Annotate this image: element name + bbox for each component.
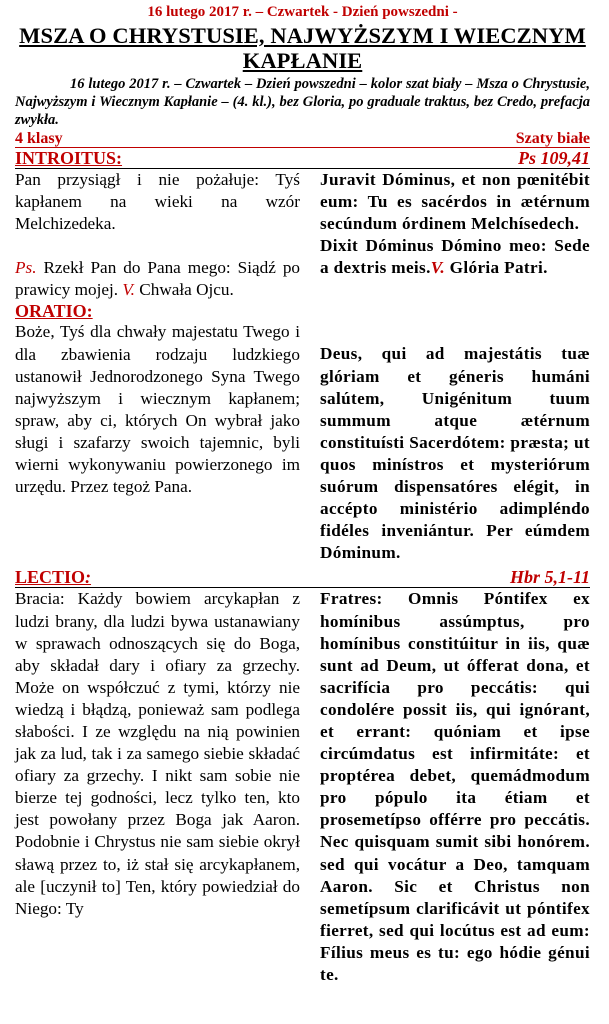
lectio-label-colon: :: [85, 567, 92, 588]
oratio-latin-text: Deus, qui ad majestátis tuæ glóriam et géneris humáni salútem, Unigénitum tuum summum atque ætérnum constituísti Sacerdótem: præsta; ut quos minístros et mysteriórum suórum dispensatóres elégit, in accépto ministério adimpléndo fidéles inveniántur. Per eúmdem Dóminum.: [320, 344, 590, 563]
class-vestments-row: [15, 130, 590, 148]
oratio-label: ORATIO:: [15, 301, 93, 322]
introitus-latin-antiphon: Juravit Dóminus, et non pœnitébit eum: Tu es sacérdos in ætérnum secúndum órdinem Melchísedech.: [320, 170, 590, 234]
lectio-label-text: LECTIO: [15, 567, 86, 588]
page-title: MSZA O CHRYSTUSIE, NAJWYŻSZYM I WIECZNYM KAPŁANIE: [19, 23, 586, 73]
date-header: 16 lutego 2017 r. – Czwartek - Dzień powszedni -: [147, 4, 458, 20]
introitus-polish: [15, 169, 300, 301]
oratio-polish: [15, 321, 300, 564]
introitus-latin-psalm-text: Dixit Dóminus Dómino meo: Sede a dextris meis.: [320, 236, 590, 278]
introitus-label: INTROITUS:: [15, 148, 123, 168]
introitus-latin: [320, 169, 590, 301]
psalm-marker: Ps.: [15, 258, 37, 278]
introitus-polish-antiphon: Pan przysiągł i nie pożałuje: Tyś kapłanem na wieki na wzór Melchizedeka.: [15, 170, 300, 234]
introitus-polish-psalm-text: Rzekł Pan do Pana mego: Siądź po prawicy mojej.: [15, 258, 301, 300]
liturgical-info: 16 lutego 2017 r. – Czwartek – Dzień powszedni – kolor szat biały – Msza o Chrystusie, Najwyższym i Wiecznym Kapłanie – (4. kl.), bez Gloria, po graduale traktus, bez Credo, prefacja zwykła.: [15, 76, 590, 128]
oratio-columns: [15, 321, 590, 564]
versicle-marker: V.: [122, 280, 135, 300]
lectio-columns: [15, 588, 590, 986]
introitus-columns: [15, 169, 590, 301]
lectio-polish-text: Bracia: Każdy bowiem arcykapłan z ludzi brany, dla ludzi bywa ustanawiany w sprawach odnoszących się do Boga, aby składał dary i ofiary za grzechy. Może on współczuć z tymi, którzy nie wiedzą i błądzą, ponieważ sam podlega słabości. I ze względu na nią powinien jak za lud, tak i za samego siebie składać ofiary za grzechy. I nikt sam sobie nie bierze tej godności, lecz tylko ten, kto jest powołany przez Boga jak Aaron. Podobnie i Chrystus nie sam siebie okrył sławą przez to, iż stał się arcykapłanem, ale [uczynił to] Ten, który powiedział do Niego: Ty: [15, 589, 300, 918]
vestments-label: Szaty białe: [515, 130, 590, 147]
lectio-reference: Hbr 5,1-11: [509, 567, 590, 588]
lectio-latin: [320, 588, 590, 986]
introitus-polish-gloria: Chwała Ojcu.: [139, 280, 234, 300]
missal-page: [15, 4, 590, 986]
introitus-polish-psalm: [15, 257, 300, 301]
lectio-label: [15, 568, 91, 587]
oratio-polish-text: Boże, Tyś dla chwały majestatu Twego i dla zbawienia rodzaju ludzkiego ustanowił Jednorodzonego Syna Twego najwyższym i wiecznym kapłanem; spraw, aby ci, których On wybrał jako sługi i szafarzy swoich tajemnic, byli wierni wykonywaniu powierzonego im urzędu. Przez tegoż Pana.: [15, 322, 300, 497]
lectio-polish: [15, 588, 300, 986]
oratio-latin: [320, 321, 590, 564]
introitus-heading: [15, 149, 590, 169]
introitus-reference: Ps 109,41: [518, 148, 590, 168]
introitus-latin-gloria: Glória Patri.: [449, 258, 548, 278]
class-label: 4 klasy: [15, 130, 63, 147]
oratio-heading: [15, 302, 590, 321]
versicle-marker: V.: [430, 258, 445, 278]
lectio-heading: [15, 568, 590, 588]
lectio-latin-text: Fratres: Omnis Póntifex ex homínibus assúmptus, pro homínibus constitúitur in iis, quæ sunt ad Deum, ut ófferat dona, et sacrifícia pro peccátis: qui condolére possit iis, qui ignórant, et errant: quóniam et ipse circúmdatus est infirmitáte: et proptérea debet, quemádmodum pro pópulo ita étiam et prosemetípso offérre pro peccátis. Nec quisquam sumit sibi honórem. sed qui vocátur a Deo, tamquam Aaron. Sic et Christus non semetípsum clarificávit ut póntifex fierret, sed qui locútus est ad eum: Fílius meus es tu: ego hódie génui te.: [320, 589, 590, 984]
introitus-latin-psalm: [320, 235, 590, 279]
